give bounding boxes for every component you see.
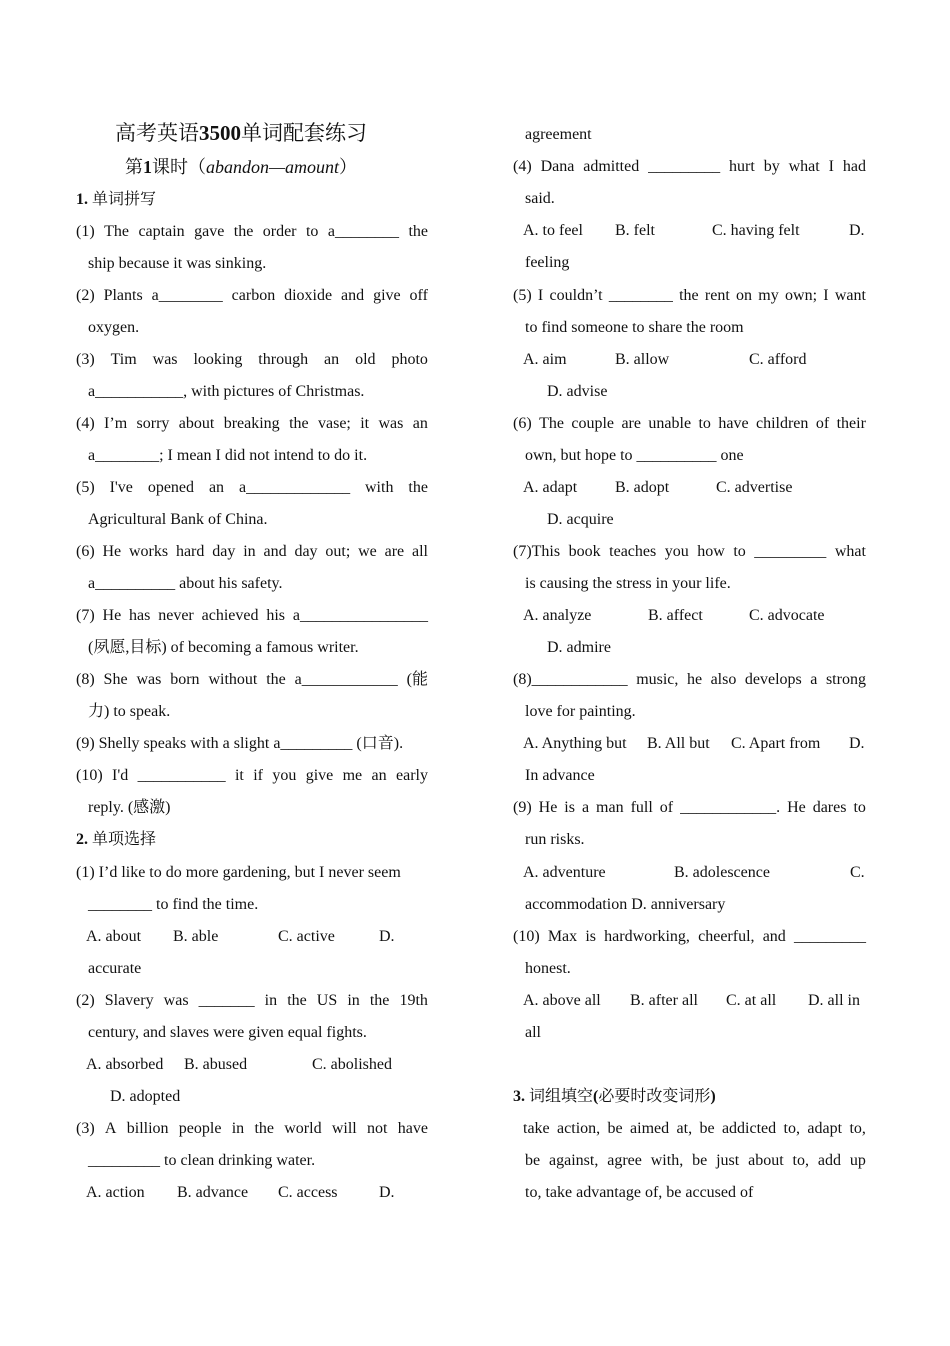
s2-q10-option-c: C. at all xyxy=(726,992,777,1009)
word: Slavery xyxy=(104,992,154,1009)
word: born xyxy=(170,671,200,688)
s2-q7-line1 xyxy=(513,542,866,562)
s2-q9-option-a: A. adventure xyxy=(523,864,606,881)
s2-q9-options-rest: accommodation D. anniversary xyxy=(525,896,726,913)
word: (7) xyxy=(76,607,95,624)
s2-q10-option-a: A. above all xyxy=(523,992,601,1009)
word: _________ xyxy=(648,158,721,175)
word: it xyxy=(234,767,244,784)
word: He xyxy=(102,607,122,624)
word: hurt xyxy=(729,158,755,175)
s2-q4-line1 xyxy=(513,157,866,177)
word: are xyxy=(621,415,641,432)
word: (5) xyxy=(76,479,95,496)
word: the xyxy=(408,479,428,496)
word: The xyxy=(539,415,564,432)
word: (2) xyxy=(76,287,95,304)
word: have xyxy=(397,1120,428,1137)
word: day xyxy=(212,543,236,560)
word: is xyxy=(564,799,575,816)
word: opened xyxy=(147,479,195,496)
word: is xyxy=(585,928,596,945)
word: to, xyxy=(849,1120,866,1137)
word: dares xyxy=(812,799,847,816)
word: the xyxy=(266,671,286,688)
s1-q8-line2: 力) to speak. xyxy=(88,703,171,720)
s2-q4-option-b: B. felt xyxy=(615,222,655,239)
word: give xyxy=(305,767,334,784)
word: captain xyxy=(138,223,185,240)
word: not xyxy=(367,1120,388,1137)
word: addicted xyxy=(721,1120,777,1137)
s1-q1-line2: ship because it was sinking. xyxy=(88,255,267,272)
word: (6) xyxy=(513,415,532,432)
s1-q7-line2: (夙愿,目标) of becoming a famous writer. xyxy=(88,639,359,656)
s2-q7-option-b: B. affect xyxy=(648,607,703,624)
word: are xyxy=(384,543,405,560)
word: (3) xyxy=(76,1120,95,1137)
word: couple xyxy=(571,415,615,432)
word: to xyxy=(853,799,866,816)
s2-q9-line1 xyxy=(513,798,866,818)
word: billion xyxy=(126,1120,169,1137)
word: me xyxy=(342,767,363,784)
word: was xyxy=(152,351,178,368)
word: the xyxy=(287,992,307,1009)
s2-q1-option-b: B. able xyxy=(173,928,219,945)
word: take xyxy=(523,1120,550,1137)
word: his xyxy=(266,607,285,624)
word: He xyxy=(538,799,558,816)
word: be xyxy=(525,1152,541,1169)
word: their xyxy=(836,415,866,432)
word: and xyxy=(341,287,365,304)
word: people xyxy=(178,1120,222,1137)
word: you xyxy=(664,543,689,560)
s2-q6-line1 xyxy=(513,414,866,434)
s2-q2-line1 xyxy=(76,991,428,1011)
word: _________ xyxy=(793,928,866,945)
word: be xyxy=(692,1152,708,1169)
word: (7)This xyxy=(513,543,561,560)
word: to xyxy=(305,223,319,240)
word: with, xyxy=(650,1152,684,1169)
word: in xyxy=(243,543,256,560)
s2-q5-option-b: B. allow xyxy=(615,351,670,368)
word: a________________ xyxy=(292,607,428,624)
word: of xyxy=(659,799,674,816)
s2-q6-option-d: D. acquire xyxy=(547,511,614,528)
word: unable xyxy=(648,415,692,432)
s2-q8-option-d: D. xyxy=(849,735,865,752)
word: without xyxy=(208,671,258,688)
word: adapt xyxy=(807,1120,843,1137)
word: against, xyxy=(549,1152,599,1169)
word: I xyxy=(828,158,834,175)
word: never xyxy=(158,607,194,624)
word: also xyxy=(710,671,737,688)
word: a_____________ xyxy=(238,479,351,496)
s2-q5-option-c: C. afford xyxy=(749,351,807,368)
s2-q5-option-a: A. aim xyxy=(523,351,567,368)
word: (5) xyxy=(513,287,532,304)
word: I'd xyxy=(112,767,129,784)
word: an xyxy=(371,767,387,784)
word: the xyxy=(254,1120,274,1137)
word: children xyxy=(755,415,809,432)
word: we xyxy=(358,543,377,560)
word: vase; xyxy=(317,415,351,432)
word: an xyxy=(412,415,428,432)
s2-q1-option-d: D. xyxy=(379,928,395,945)
word: aimed xyxy=(630,1120,670,1137)
s2-q6-option-a: A. adapt xyxy=(523,479,578,496)
word: (能 xyxy=(406,671,428,688)
word: Plants xyxy=(103,287,143,304)
word: (4) xyxy=(513,158,532,175)
word: if xyxy=(253,767,263,784)
word: an xyxy=(324,351,340,368)
page-title: 高考英语3500单词配套练习 xyxy=(115,121,367,145)
s2-q8-option-d-text: In advance xyxy=(525,767,595,784)
word: a________ xyxy=(151,287,223,304)
word: man xyxy=(596,799,624,816)
s2-q1-option-c: C. active xyxy=(278,928,335,945)
word: (8)____________ xyxy=(513,671,628,688)
word: Dana xyxy=(540,158,575,175)
word: action, xyxy=(557,1120,601,1137)
word: ____________. xyxy=(680,799,781,816)
word: admitted xyxy=(583,158,640,175)
word: She xyxy=(103,671,128,688)
s2-q3-line1 xyxy=(76,1119,428,1139)
word: in xyxy=(231,1120,245,1137)
word: day xyxy=(294,543,318,560)
s1-q1-line1 xyxy=(76,222,428,242)
word: agree xyxy=(607,1152,642,1169)
s2-q2-option-a: A. absorbed xyxy=(86,1056,164,1073)
word: you xyxy=(272,767,297,784)
word: to, xyxy=(792,1152,809,1169)
word: a xyxy=(581,799,590,816)
s1-q4-line1 xyxy=(76,414,428,434)
section-1-heading: 1. 单词拼写 xyxy=(76,191,157,208)
word: up xyxy=(849,1152,866,1169)
s2-q6-line2: own, but hope to __________ one xyxy=(525,447,744,464)
word: in xyxy=(264,992,278,1009)
word: be xyxy=(607,1120,623,1137)
word: looking xyxy=(193,351,243,368)
word: dioxide xyxy=(284,287,333,304)
word: the xyxy=(233,223,254,240)
s2-q10-line2: honest. xyxy=(525,960,571,977)
s2-q9-option-c: C. xyxy=(850,864,865,881)
word: the xyxy=(679,287,699,304)
word: he xyxy=(686,671,703,688)
s2-q2-option-d: D. adopted xyxy=(110,1088,181,1105)
word: photo xyxy=(391,351,428,368)
word: develops xyxy=(744,671,802,688)
s2-q9-line2: run risks. xyxy=(525,831,585,848)
s2-q1-line2: ________ to find the time. xyxy=(88,896,259,913)
s2-q4-option-d-text: feeling xyxy=(525,254,570,271)
word: about xyxy=(178,415,215,432)
word: was xyxy=(378,415,404,432)
s1-q6-line1 xyxy=(76,542,428,562)
word: (10) xyxy=(76,767,103,784)
s2-q2-option-c: C. abolished xyxy=(312,1056,392,1073)
word: on xyxy=(736,287,753,304)
word: rent xyxy=(704,287,730,304)
s1-q8-line1 xyxy=(76,670,428,690)
word: through xyxy=(258,351,309,368)
s3-phrases-line3: to, take advantage of, be accused of xyxy=(525,1184,754,1201)
word: about xyxy=(748,1152,784,1169)
word: was xyxy=(136,671,162,688)
word: early xyxy=(395,767,428,784)
word: Tim xyxy=(110,351,137,368)
word: give xyxy=(373,287,401,304)
word: a____________ xyxy=(294,671,398,688)
s1-q3-line2: a___________, with pictures of Christmas. xyxy=(88,383,365,400)
word: works xyxy=(129,543,169,560)
s2-q7-option-d: D. admire xyxy=(547,639,611,656)
word: ________ xyxy=(608,287,673,304)
lesson-subtitle: 第1课时（abandon—amount） xyxy=(125,157,358,177)
word: (4) xyxy=(76,415,95,432)
s2-q5-option-d: D. advise xyxy=(547,383,608,400)
s2-q8-line1 xyxy=(513,670,866,690)
s1-q2-line1 xyxy=(76,286,428,306)
word: (8) xyxy=(76,671,95,688)
word: breaking xyxy=(223,415,280,432)
word: of xyxy=(815,415,830,432)
s2-q1-option-d-text: accurate xyxy=(88,960,142,977)
s2-q8-line2: love for painting. xyxy=(525,703,636,720)
s2-q5-line2: to find someone to share the room xyxy=(525,319,744,336)
word: add xyxy=(817,1152,841,1169)
s1-q9: (9) Shelly speaks with a slight a_________ (口音). xyxy=(76,735,404,752)
s1-q4-line2: a________; I mean I did not intend to do it. xyxy=(88,447,368,464)
s2-q3-option-d-text: agreement xyxy=(525,126,592,143)
word: I xyxy=(823,287,829,304)
s2-q1-option-a: A. about xyxy=(86,928,142,945)
word: it xyxy=(360,415,370,432)
word: had xyxy=(842,158,866,175)
word: 19th xyxy=(399,992,428,1009)
s3-phrases-line2 xyxy=(525,1151,866,1171)
word: I’m xyxy=(104,415,128,432)
s2-q4-line2: said. xyxy=(525,190,555,207)
s2-q3-option-d: D. xyxy=(379,1184,395,1201)
word: (3) xyxy=(76,351,95,368)
word: my xyxy=(758,287,779,304)
s2-q7-line2: is causing the stress in your life. xyxy=(525,575,731,592)
word: a________ xyxy=(327,223,399,240)
s2-q2-line2: century, and slaves were given equal fights. xyxy=(88,1024,367,1041)
word: all xyxy=(412,543,428,560)
word: strong xyxy=(825,671,866,688)
word: to xyxy=(733,543,746,560)
word: The xyxy=(104,223,129,240)
word: by xyxy=(763,158,780,175)
word: how xyxy=(697,543,725,560)
s2-q3-option-c: C. access xyxy=(278,1184,338,1201)
word: the xyxy=(408,223,428,240)
word: book xyxy=(568,543,601,560)
word: full xyxy=(630,799,653,816)
s2-q8-option-a: A. Anything but xyxy=(523,735,627,752)
s2-q4-option-d: D. xyxy=(849,222,865,239)
s2-q3-line2: _________ to clean drinking water. xyxy=(88,1152,316,1169)
s2-q6-option-b: B. adopt xyxy=(615,479,670,496)
word: achieved xyxy=(201,607,259,624)
s1-q10-line2: reply. (感激) xyxy=(88,799,171,816)
word: will xyxy=(331,1120,357,1137)
word: out; xyxy=(325,543,351,560)
word: world xyxy=(284,1120,322,1137)
word: I've xyxy=(109,479,133,496)
s2-q6-option-c: C. advertise xyxy=(716,479,793,496)
s2-q8-option-b: B. All but xyxy=(647,735,710,752)
word: want xyxy=(834,287,866,304)
s1-q2-line2: oxygen. xyxy=(88,319,140,336)
word: what xyxy=(834,543,866,560)
s2-q10-option-d: D. all in xyxy=(808,992,860,1009)
s2-q8-option-c: C. Apart from xyxy=(731,735,821,752)
s1-q10-line1 xyxy=(76,766,428,786)
s1-q6-line2: a__________ about his safety. xyxy=(88,575,283,592)
word: cheerful, xyxy=(698,928,755,945)
word: has xyxy=(129,607,151,624)
word: the xyxy=(289,415,309,432)
word: couldn’t xyxy=(549,287,603,304)
word: He xyxy=(787,799,806,816)
word: (6) xyxy=(76,543,95,560)
word: and xyxy=(762,928,786,945)
word: A xyxy=(104,1120,117,1137)
s2-q4-option-a: A. to feel xyxy=(523,222,583,239)
word: just xyxy=(716,1152,740,1169)
word: be xyxy=(699,1120,715,1137)
s2-q1-line1: (1) I’d like to do more gardening, but I never seem xyxy=(76,864,401,881)
s1-q3-line1 xyxy=(76,350,428,370)
word: an xyxy=(208,479,225,496)
word: to xyxy=(698,415,711,432)
word: _________ xyxy=(754,543,827,560)
word: carbon xyxy=(231,287,276,304)
s2-q7-option-c: C. advocate xyxy=(749,607,825,624)
s3-phrases-line1 xyxy=(523,1119,866,1139)
s2-q5-line1 xyxy=(513,286,866,306)
word: have xyxy=(718,415,749,432)
word: old xyxy=(355,351,376,368)
section-2-heading: 2. 单项选择 xyxy=(76,831,157,848)
s2-q10-option-d-text: all xyxy=(525,1024,541,1041)
word: and xyxy=(263,543,287,560)
word: the xyxy=(369,992,390,1009)
s2-q4-option-c: C. having felt xyxy=(712,222,800,239)
word: ___________ xyxy=(137,767,226,784)
section-3-heading: 3. 词组填空(必要时改变词形) xyxy=(513,1088,716,1105)
word: off xyxy=(409,287,428,304)
word: (1) xyxy=(76,223,95,240)
word: (2) xyxy=(76,992,95,1009)
word: US xyxy=(316,992,338,1009)
word: at, xyxy=(676,1120,693,1137)
word: gave xyxy=(194,223,225,240)
word: music, xyxy=(636,671,679,688)
s2-q2-option-b: B. abused xyxy=(184,1056,248,1073)
s2-q10-option-b: B. after all xyxy=(630,992,698,1009)
s1-q5-line1 xyxy=(76,478,428,498)
word: hardworking, xyxy=(604,928,690,945)
word: (9) xyxy=(513,799,532,816)
word: (10) xyxy=(513,928,540,945)
s2-q7-option-a: A. analyze xyxy=(523,607,592,624)
word: was xyxy=(163,992,189,1009)
word: with xyxy=(365,479,394,496)
word: sorry xyxy=(136,415,170,432)
word: Max xyxy=(547,928,578,945)
s2-q10-line1 xyxy=(513,927,866,947)
word: hard xyxy=(175,543,205,560)
word: what xyxy=(788,158,820,175)
word: to, xyxy=(783,1120,800,1137)
word: He xyxy=(102,543,122,560)
word: _______ xyxy=(198,992,255,1009)
word: in xyxy=(347,992,360,1009)
s2-q3-option-a: A. action xyxy=(86,1184,145,1201)
word: teaches xyxy=(609,543,657,560)
s1-q7-line1 xyxy=(76,606,428,626)
word: I xyxy=(537,287,544,304)
word: order xyxy=(262,223,297,240)
s1-q5-line2: Agricultural Bank of China. xyxy=(88,511,268,528)
word: own; xyxy=(785,287,818,304)
s2-q9-option-b: B. adolescence xyxy=(674,864,770,881)
word: a xyxy=(810,671,818,688)
s2-q3-option-b: B. advance xyxy=(177,1184,249,1201)
